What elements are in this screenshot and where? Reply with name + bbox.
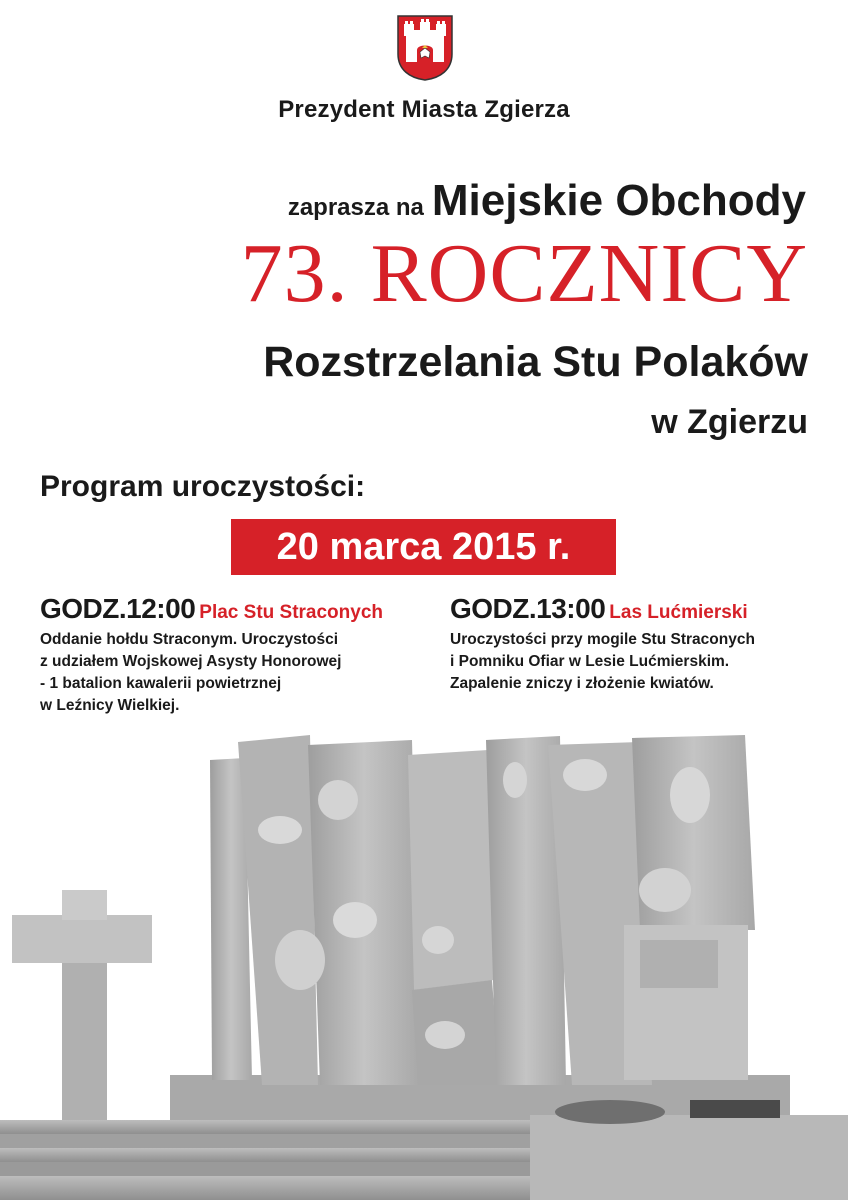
- event-place: Plac Stu Straconych: [199, 602, 384, 623]
- event-subtitle: Rozstrzelania Stu Polaków: [263, 338, 808, 386]
- event-block-1: [40, 593, 430, 717]
- city-coat-of-arms-logo: [396, 14, 454, 82]
- event-place: Las Lućmierski: [609, 602, 748, 623]
- event-block-2: [450, 593, 840, 695]
- description-line: Uroczystości przy mogile Stu Straconych: [450, 631, 755, 648]
- event-time: GODZ.13:00: [450, 593, 606, 624]
- monument-photo: [0, 730, 848, 1200]
- event-header: [450, 593, 840, 625]
- description-line: - 1 batalion kawalerii powietrznej: [40, 675, 282, 692]
- event-description: [450, 629, 840, 695]
- event-location-subtitle: w Zgierzu: [651, 403, 808, 441]
- event-description: [40, 629, 430, 717]
- description-line: Oddanie hołdu Straconym. Uroczystości: [40, 631, 339, 648]
- organizer-title: Prezydent Miasta Zgierza: [278, 96, 570, 123]
- intro-small-text: zaprasza na: [287, 194, 424, 221]
- event-header: [40, 593, 430, 625]
- program-heading: Program uroczystości:: [40, 470, 366, 503]
- description-line: z udziałem Wojskowej Asysty Honorowej: [40, 653, 342, 670]
- invitation-line: [288, 176, 806, 226]
- anniversary-title: 73. ROCZNICY: [240, 227, 808, 320]
- description-line: i Pomniku Ofiar w Lesie Lućmierskim.: [450, 653, 730, 670]
- date-banner: 20 marca 2015 r.: [231, 519, 616, 575]
- description-line: w Leźnicy Wielkiej.: [40, 697, 180, 714]
- event-time: GODZ.12:00: [40, 593, 196, 624]
- intro-big-text: Miejskie Obchody: [431, 176, 806, 225]
- description-line: Zapalenie zniczy i złożenie kwiatów.: [450, 675, 714, 692]
